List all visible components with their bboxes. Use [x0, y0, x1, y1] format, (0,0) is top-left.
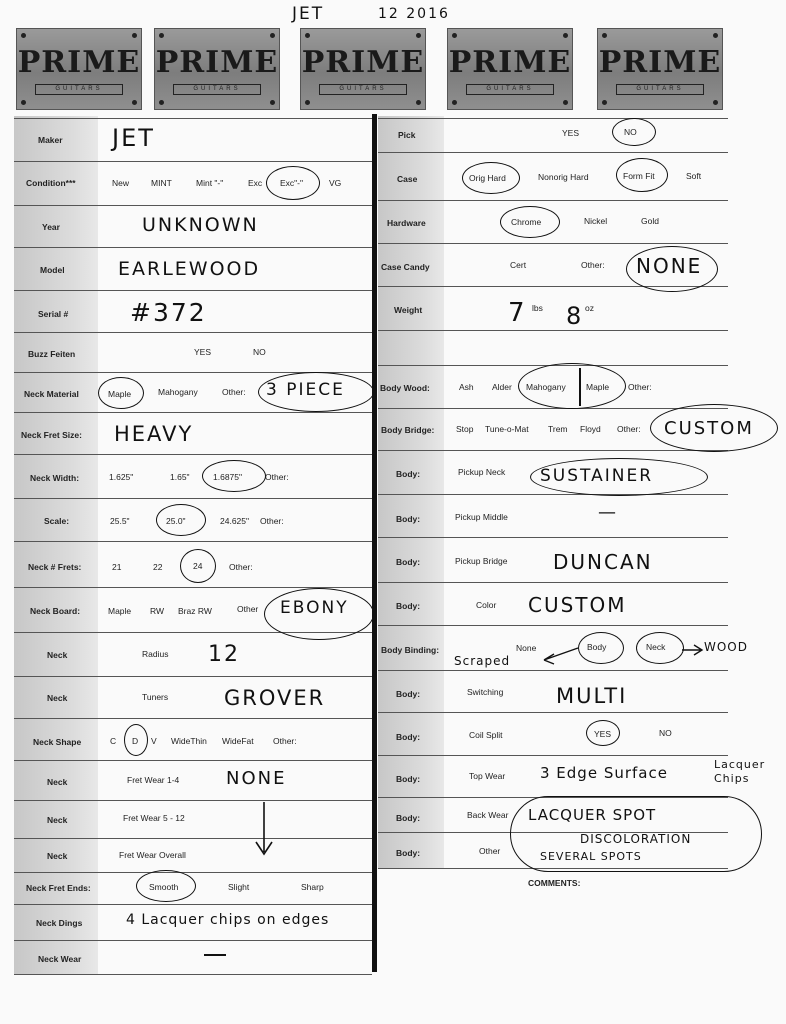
selection-circle [264, 588, 374, 640]
case-option[interactable]: Nonorig Hard [538, 172, 589, 182]
body-wood-option-selected[interactable]: Mahogany [526, 382, 566, 392]
serial-value[interactable]: #372 [130, 298, 207, 327]
hardware-option[interactable]: Nickel [584, 216, 608, 226]
year-value[interactable]: UNKNOWN [142, 214, 259, 236]
case-candy-other-value[interactable]: NONE [636, 254, 703, 278]
hardware-label: Hardware [387, 218, 426, 228]
pickup-neck-value[interactable]: SUSTAINER [540, 466, 654, 486]
column-divider [372, 114, 377, 972]
neck-width-option-selected[interactable]: 1.6875" [213, 472, 243, 482]
year-label: Year [42, 222, 60, 232]
body-bridge-option[interactable]: Stop [456, 424, 474, 434]
case-option[interactable]: Soft [686, 171, 702, 181]
selection-circle [124, 724, 148, 756]
top-wear-value[interactable]: 3 Edge Surface [540, 764, 668, 782]
neck-radius-value[interactable]: 12 [208, 642, 240, 667]
selection-circle [180, 549, 216, 583]
comments-label: COMMENTS: [528, 878, 581, 888]
pickup-neck-label: Body: [396, 469, 421, 479]
header-date: 12 2016 [378, 6, 450, 22]
coil-split-sublabel: Coil Split [469, 730, 503, 740]
neck-width-option[interactable]: 1.65" [170, 472, 190, 482]
serial-label: Serial # [38, 309, 69, 319]
neck-tuners-sublabel: Tuners [142, 692, 169, 702]
arrow-icon [540, 644, 710, 674]
neck-frets-option[interactable]: Other: [229, 562, 253, 572]
model-label: Model [40, 265, 65, 275]
neck-width-option[interactable]: Other: [265, 472, 289, 482]
prime-logo: PRIME GUITARS [154, 28, 280, 110]
pickup-bridge-label: Body: [396, 557, 421, 567]
pick-label: Pick [398, 130, 416, 140]
coil-split-option[interactable]: NO [659, 728, 672, 738]
body-binding-note: Scraped [454, 654, 511, 668]
selection-circle [202, 460, 266, 492]
selection-circle [626, 246, 718, 292]
maker-value[interactable]: JET [112, 124, 155, 152]
neck-board-label: Neck Board: [30, 606, 81, 616]
neck-dings-value[interactable]: 4 Lacquer chips on edges [126, 912, 330, 928]
coil-split-option-selected[interactable]: YES [594, 729, 612, 739]
back-wear-label: Body: [396, 813, 421, 823]
fret-wear-1-4-sublabel: Fret Wear 1-4 [127, 775, 180, 785]
pickup-bridge-sublabel: Pickup Bridge [455, 556, 508, 566]
top-wear-note: Lacquer Chips [714, 758, 766, 785]
body-wood-option[interactable]: Ash [459, 382, 474, 392]
body-bridge-option[interactable]: Trem [548, 424, 568, 434]
weight-oz-value[interactable]: 8 [566, 302, 584, 330]
selection-circle [136, 870, 196, 902]
neck-fret-ends-option[interactable]: Sharp [301, 882, 324, 892]
fret-wear-5-12-label: Neck [47, 815, 68, 825]
neck-material-label: Neck Material [24, 389, 79, 399]
body-bridge-option[interactable]: Floyd [580, 424, 601, 434]
case-candy-label: Case Candy [381, 262, 430, 272]
pickup-neck-sublabel: Pickup Neck [458, 467, 506, 477]
neck-radius-label: Neck [47, 650, 68, 660]
coil-split-label: Body: [396, 732, 421, 742]
selection-circle [266, 166, 320, 200]
weight-oz-unit: oz [585, 303, 594, 313]
condition-option[interactable]: Exc [248, 178, 263, 188]
other-sublabel: Other [479, 846, 501, 856]
prime-logo: PRIME GUITARS [597, 28, 723, 110]
neck-dings-label: Neck Dings [36, 918, 83, 928]
weight-label: Weight [394, 305, 423, 315]
neck-wear-label: Neck Wear [38, 954, 82, 964]
neck-width-option[interactable]: 1.625" [109, 472, 134, 482]
left-label-column [14, 116, 98, 974]
neck-shape-label: Neck Shape [33, 737, 82, 747]
maker-label: Maker [38, 135, 63, 145]
condition-option[interactable]: New [112, 178, 130, 188]
neck-shape-option[interactable]: C [110, 736, 117, 746]
back-wear-sublabel: Back Wear [467, 810, 509, 820]
neck-fret-ends-option-selected[interactable]: Smooth [149, 882, 179, 892]
hardware-option[interactable]: Gold [641, 216, 659, 226]
weight-lbs-value[interactable]: 7 [508, 298, 527, 328]
pickup-middle-value[interactable]: — [598, 502, 618, 523]
selection-circle [258, 372, 374, 412]
body-wood-option-selected[interactable]: Maple [586, 382, 610, 392]
selection-circle [530, 458, 708, 496]
body-wood-label: Body Wood: [380, 383, 430, 393]
neck-frets-option[interactable]: 22 [153, 562, 163, 572]
selection-circle [612, 118, 656, 146]
switching-label: Body: [396, 689, 421, 699]
neck-shape-option[interactable]: WideThin [171, 736, 207, 746]
neck-fret-ends-option[interactable]: Slight [228, 882, 250, 892]
model-value[interactable]: EARLEWOOD [118, 258, 261, 280]
body-binding-note: WOOD [704, 640, 748, 654]
scale-option-selected[interactable]: 25.0" [166, 516, 186, 526]
neck-tuners-value[interactable]: GROVER [224, 686, 326, 710]
neck-width-label: Neck Width: [30, 473, 80, 483]
condition-option[interactable]: MINT [151, 178, 172, 188]
buzz-feiten-option[interactable]: NO [253, 347, 266, 357]
prime-logo: PRIME GUITARS [447, 28, 573, 110]
pickup-bridge-value[interactable]: DUNCAN [553, 550, 653, 574]
weight-lbs-unit: lbs [532, 303, 543, 313]
fret-wear-overall-label: Neck [47, 851, 68, 861]
body-binding-option-selected[interactable]: Neck [646, 642, 666, 652]
neck-shape-option[interactable]: WideFat [222, 736, 254, 746]
neck-shape-option[interactable]: Other: [273, 736, 297, 746]
case-option-selected[interactable]: Form Fit [623, 171, 655, 181]
pick-option-selected[interactable]: NO [624, 127, 637, 137]
other-value-2[interactable]: SEVERAL SPOTS [540, 850, 642, 863]
scale-option[interactable]: Other: [260, 516, 284, 526]
body-binding-option[interactable]: None [516, 643, 537, 653]
case-label: Case [397, 174, 418, 184]
neck-board-other-value[interactable]: EBONY [280, 598, 349, 618]
body-binding-label: Body Binding: [381, 645, 440, 655]
neck-shape-option-selected[interactable]: D [132, 736, 139, 746]
neck-material-option[interactable]: Other: [222, 387, 246, 397]
pick-option[interactable]: YES [562, 128, 580, 138]
scale-option[interactable]: 24.625" [220, 516, 250, 526]
neck-wear-dash [204, 954, 226, 956]
condition-option[interactable]: VG [329, 178, 342, 188]
buzz-feiten-option[interactable]: YES [194, 347, 212, 357]
pickup-middle-label: Body: [396, 514, 421, 524]
neck-board-option[interactable]: Maple [108, 606, 132, 616]
neck-frets-option-selected[interactable]: 24 [193, 561, 203, 571]
neck-radius-sublabel: Radius [142, 649, 169, 659]
switching-value[interactable]: MULTI [556, 684, 628, 708]
condition-label: Condition*** [26, 178, 76, 188]
body-wood-option[interactable]: Alder [492, 382, 512, 392]
fret-wear-overall-sublabel: Fret Wear Overall [119, 850, 186, 860]
neck-fret-ends-label: Neck Fret Ends: [26, 883, 91, 893]
header-title: JET [292, 4, 325, 24]
neck-shape-option[interactable]: V [151, 736, 157, 746]
fret-wear-1-4-value[interactable]: NONE [226, 768, 287, 789]
selection-circle [586, 720, 620, 746]
selection-circle [616, 158, 668, 192]
color-label: Body: [396, 601, 421, 611]
neck-board-option[interactable]: RW [150, 606, 165, 616]
selection-circle [500, 206, 560, 238]
body-bridge-option[interactable]: Other: [617, 424, 641, 434]
body-wood-option[interactable]: Other: [628, 382, 652, 392]
buzz-feiten-label: Buzz Feiten [28, 349, 76, 359]
prime-logo: PRIME GUITARS [16, 28, 142, 110]
color-value[interactable]: CUSTOM [528, 593, 627, 617]
neck-board-option[interactable]: Other [237, 604, 259, 614]
neck-material-option-selected[interactable]: Maple [108, 389, 132, 399]
color-sublabel: Color [476, 600, 497, 610]
body-bridge-option[interactable]: Tune-o-Mat [485, 424, 529, 434]
case-candy-option[interactable]: Other: [581, 260, 605, 270]
condition-option[interactable]: Mint "-" [196, 178, 224, 188]
selection-circle [98, 377, 144, 409]
neck-frets-label: Neck # Frets: [28, 562, 82, 572]
other-value[interactable]: DISCOLORATION [580, 832, 692, 846]
scale-label: Scale: [44, 516, 70, 526]
selection-circle [462, 162, 520, 194]
other-label: Body: [396, 848, 421, 858]
fret-wear-1-4-label: Neck [47, 777, 68, 787]
neck-fret-size-label: Neck Fret Size: [21, 430, 82, 440]
body-bridge-label: Body Bridge: [381, 425, 435, 435]
selection-circle [518, 363, 626, 409]
selection-circle [156, 504, 206, 536]
neck-tuners-label: Neck [47, 693, 68, 703]
down-arrow-icon [250, 800, 280, 860]
pickup-middle-sublabel: Pickup Middle [455, 512, 508, 522]
body-bridge-other-value[interactable]: CUSTOM [664, 418, 754, 439]
fret-wear-5-12-sublabel: Fret Wear 5 - 12 [123, 813, 185, 823]
top-wear-label: Body: [396, 774, 421, 784]
body-binding-option-selected[interactable]: Body [587, 642, 607, 652]
condition-option-selected[interactable]: Exc"-" [280, 178, 304, 188]
scale-option[interactable]: 25.5" [110, 516, 130, 526]
switching-sublabel: Switching [467, 687, 504, 697]
top-wear-sublabel: Top Wear [469, 771, 506, 781]
neck-board-option[interactable]: Braz RW [178, 606, 212, 616]
prime-logo: PRIME GUITARS [300, 28, 426, 110]
neck-fret-size-value[interactable]: HEAVY [114, 422, 194, 446]
hardware-option-selected[interactable]: Chrome [511, 217, 542, 227]
neck-material-option[interactable]: Mahogany [158, 387, 198, 397]
case-candy-option[interactable]: Cert [510, 260, 527, 270]
case-option-selected[interactable]: Orig Hard [469, 173, 506, 183]
selection-circle [650, 404, 778, 452]
neck-frets-option[interactable]: 21 [112, 562, 122, 572]
neck-material-other-value[interactable]: 3 PIECE [266, 380, 345, 400]
back-wear-value[interactable]: LACQUER SPOT [528, 806, 657, 824]
